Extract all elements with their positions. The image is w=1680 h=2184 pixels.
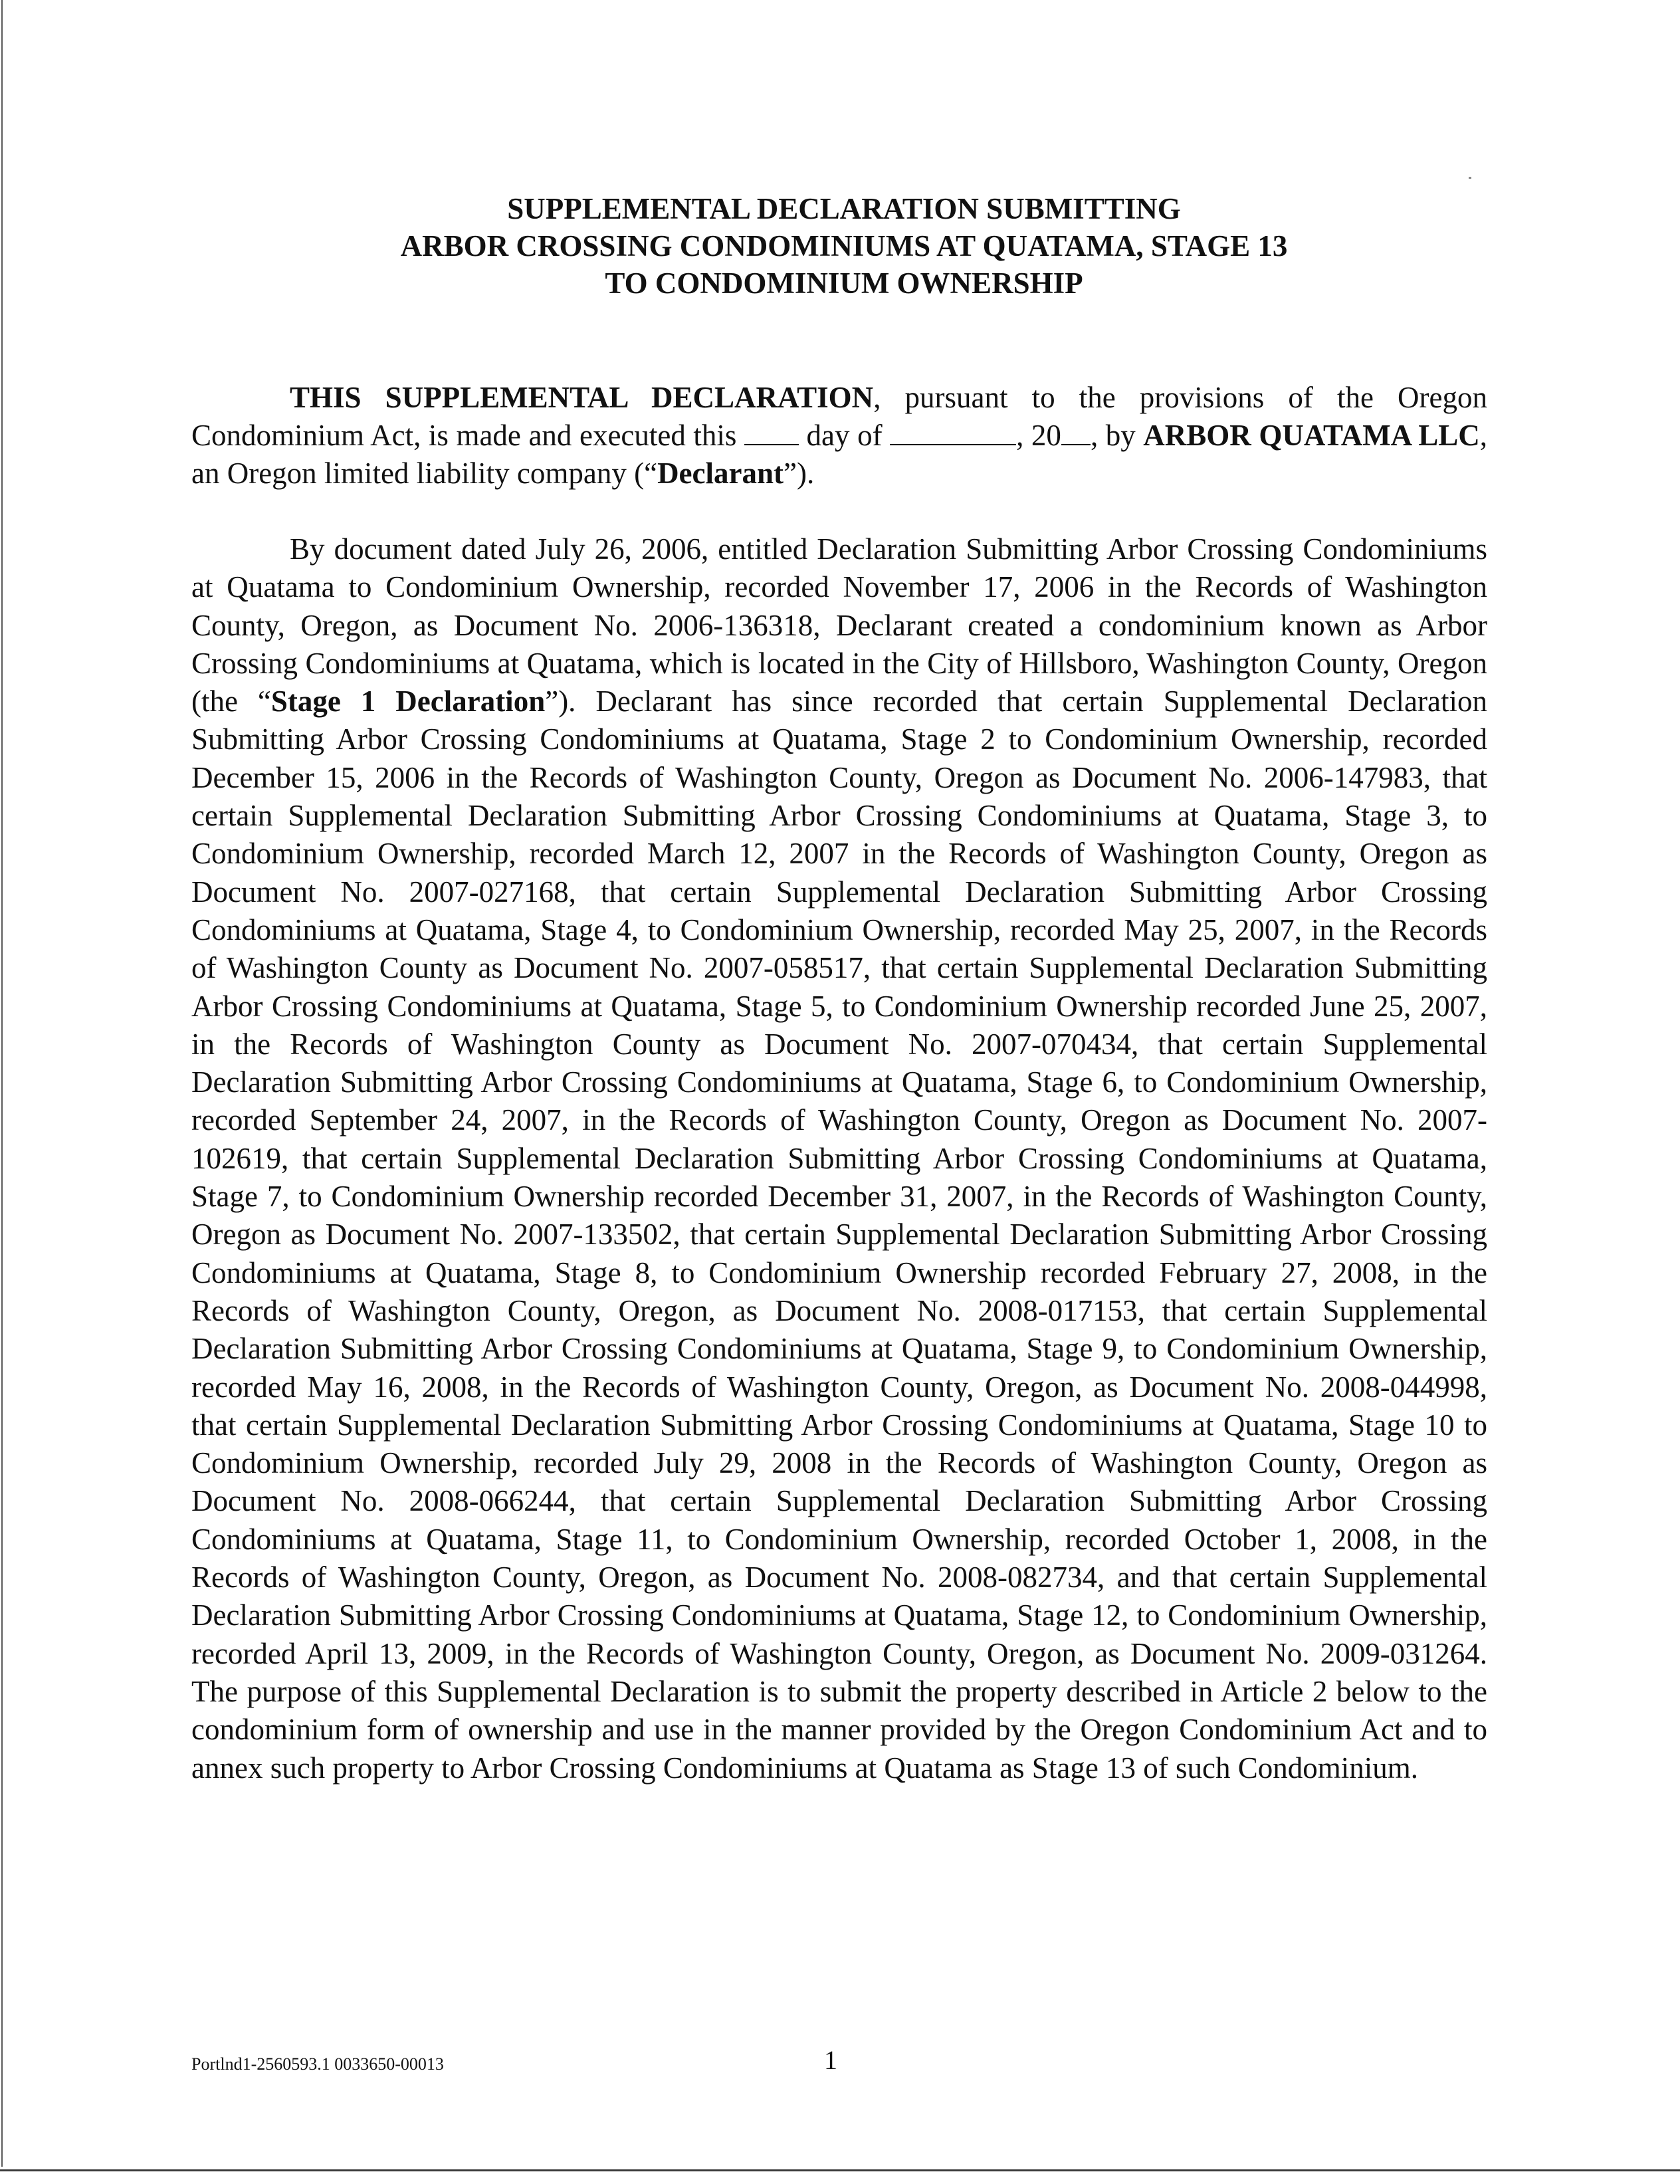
title-line-3: TO CONDOMINIUM OWNERSHIP <box>605 267 1083 300</box>
intro-text-5: , an Oregon limited liability company (“ <box>191 419 1488 490</box>
declarant-name: ARBOR QUATAMA LLC <box>1143 419 1480 452</box>
intro-text-4: , by <box>1090 419 1144 452</box>
intro-paragraph <box>191 379 1487 492</box>
intro-lead: THIS SUPPLEMENTAL DECLARATION <box>290 381 874 414</box>
intro-text-1: , pursuant to the provisions of the Oregon Condominium Act, is made and executed this <box>191 381 1488 452</box>
year-blank <box>1061 421 1091 445</box>
declarant-term: Declarant <box>657 457 784 490</box>
document-title <box>193 190 1495 302</box>
scan-speck <box>1469 177 1471 179</box>
recitals-part-2: ”). Declarant has since recorded that certain Supplemental Declaration Submitting Arbor Crossing Condominiums at Quatama, Stage 2 to Condominium Ownership, recorded December 15, 2006 in the Records of Washington County, Oregon as Document No. 2006-147983, that certain Supplemental Declaration Submitting Arbor Crossing Condominiums at Quatama, Stage 3, to Condominium Ownership, recorded March 12, 2007 in the Records of Washington County, Oregon as Document No. 2007-027168, that certain Supplemental Declaration Submitting Arbor Crossing Condominiums at Quatama, Stage 4, to Condominium Ownership, recorded May 25, 2007, in the Records of Washington County as Document No. 2007-058517, that certain Supplemental Declaration Submitting Arbor Crossing Condominiums at Quatama, Stage 5, to Condominium Ownership recorded June 25, 2007, in the Records of Washington County as Document No. 2007-070434, that certain Supplemental Declaration Submitting Arbor Crossing Condominiums at Quatama, Stage 6, to Condominium Ownership, recorded September 24, 2007, in the Records of Washington County, Oregon as Document No. 2007-102619, that certain Supplemental Declaration Submitting Arbor Crossing Condominiums at Quatama, Stage 7, to Condominium Ownership recorded December 31, 2007, in the Records of Washington County, Oregon as Document No. 2007-133502, that certain Supplemental Declaration Submitting Arbor Crossing Condominiums at Quatama, Stage 8, to Condominium Ownership recorded February 27, 2008, in the Records of Washington County, Oregon, as Document No. 2008-017153, that certain Supplemental Declaration Submitting Arbor Crossing Condominiums at Quatama, Stage 9, to Condominium Ownership, recorded May 16, 2008, in the Records of Washington County, Oregon, as Document No. 2008-044998, that certain Supplemental Declaration Submitting Arbor Crossing Condominiums at Quatama, Stage 10 to Condominium Ownership, recorded July 29, 2008 in the Records of Washington County, Oregon as Document No. 2008-066244, that certain Supplemental Declaration Submitting Arbor Crossing Condominiums at Quatama, Stage 11, to Condominium Ownership, recorded October 1, 2008, in the Records of Washington County, Oregon, as Document No. 2008-082734, and that certain Supplemental Declaration Submitting Arbor Crossing Condominiums at Quatama, Stage 12, to Condominium Ownership, recorded April 13, 2009, in the Records of Washington County, Oregon, as Document No. 2009-031264. The purpose of this Supplemental Declaration is to submit the property described in Article 2 below to the condominium form of ownership and use in the manner provided by the Oregon Condominium Act and to annex such property to Arbor Crossing Condominiums at Quatama as Stage 13 of such Condominium. <box>191 685 1487 1785</box>
title-line-1: SUPPLEMENTAL DECLARATION SUBMITTING <box>507 192 1181 225</box>
intro-text-2: day of <box>799 419 891 452</box>
intro-text-3: , 20 <box>1016 419 1061 452</box>
intro-text-6: ”). <box>784 457 815 490</box>
scan-edge-bottom <box>0 2169 1680 2171</box>
recitals-part-1: By document dated July 26, 2006, entitled Declaration Submitting Arbor Crossing Condominiums at Quatama to Condominium Ownership, recorded November 17, 2006 in the Records of Washington County, Oregon, as Document No. 2006-136318, Declarant created a condominium known as Arbor Crossing Condominiums at Quatama, which is located in the City of Hillsboro, Washington County, Oregon (the “ <box>191 532 1487 718</box>
stage1-declaration-term: Stage 1 Declaration <box>270 685 546 718</box>
title-line-2: ARBOR CROSSING CONDOMINIUMS AT QUATAMA, STAGE 13 <box>400 229 1288 263</box>
footer-document-id: Portlnd1-2560593.1 0033650-00013 <box>191 2054 444 2074</box>
day-blank <box>744 421 799 445</box>
scan-edge-left <box>1 0 3 2167</box>
month-blank <box>890 421 1016 445</box>
recitals-paragraph <box>191 530 1487 1787</box>
page-number: 1 <box>824 2045 837 2075</box>
